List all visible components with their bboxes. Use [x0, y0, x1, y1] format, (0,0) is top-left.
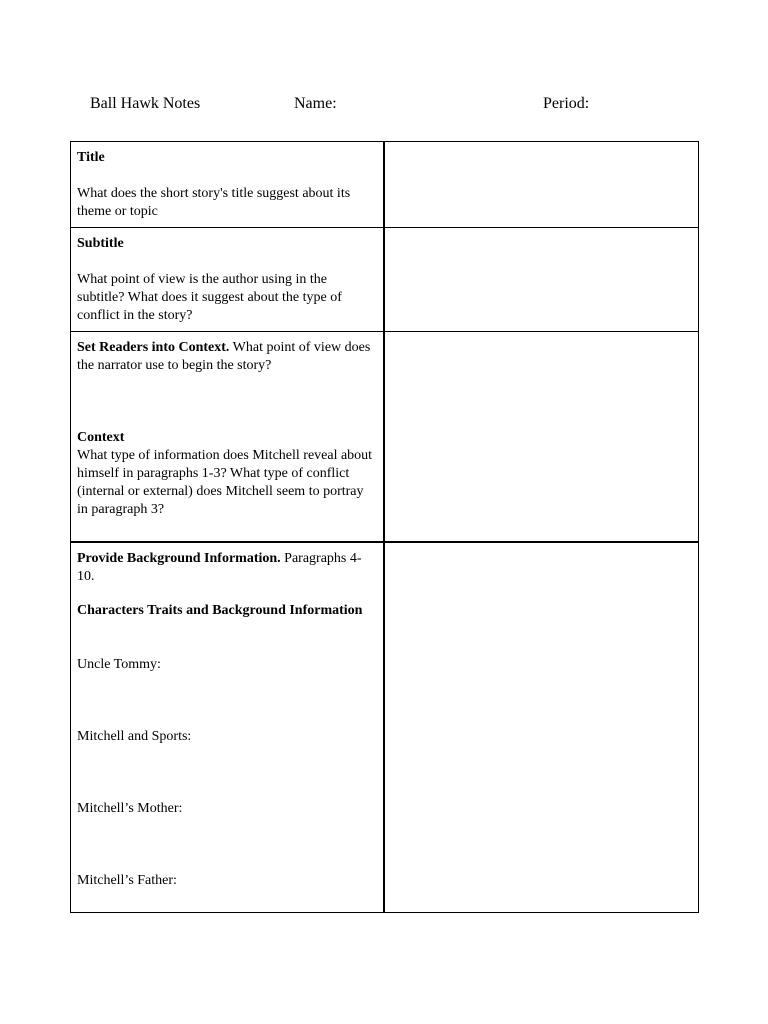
row-question: What point of view is the author using in the subtitle? What does it suggest about the type of conflict in the story? [77, 272, 342, 323]
row-prompt-text [77, 550, 377, 586]
prompt-cell-title [71, 142, 384, 228]
table-row [71, 542, 699, 913]
table-row [71, 142, 699, 228]
table-row [71, 228, 699, 332]
row-question: Paragraphs 4-10. [77, 550, 362, 584]
notes-table [70, 141, 699, 913]
list-item: Mitchell’s Father: [77, 872, 177, 888]
row-subheading: Context [77, 430, 125, 445]
period-label: Period: [543, 95, 590, 112]
row-heading: Subtitle [77, 236, 124, 251]
row-prompt-text [77, 339, 377, 375]
list-item: Mitchell and Sports: [77, 728, 192, 744]
answer-cell-context[interactable] [384, 332, 699, 542]
row-heading: Set Readers into Context. [77, 340, 230, 355]
row-question: What point of view does the narrator use to begin the story? [77, 340, 371, 373]
table-row [71, 332, 699, 542]
row-heading: Provide Background Information. [77, 550, 281, 566]
row-heading: Title [77, 150, 105, 165]
row-subheading: Characters Traits and Background Information [77, 602, 363, 618]
prompt-cell-background [71, 542, 384, 913]
name-label: Name: [294, 95, 337, 112]
prompt-cell-subtitle [71, 228, 384, 332]
answer-cell-subtitle[interactable] [384, 228, 699, 332]
worksheet-title: Ball Hawk Notes [90, 95, 201, 112]
list-item: Uncle Tommy: [77, 656, 161, 672]
prompt-cell-context [71, 332, 384, 542]
row-subquestion: What type of information does Mitchell reveal about himself in paragraphs 1-3? What type of conflict (internal or external) does Mitchell seem to portray in paragraph 3? [77, 448, 373, 517]
list-item: Mitchell’s Mother: [77, 800, 183, 816]
answer-cell-title[interactable] [384, 142, 699, 228]
answer-cell-background[interactable] [384, 542, 699, 913]
row-question: What does the short story's title suggest about its theme or topic [77, 186, 351, 219]
